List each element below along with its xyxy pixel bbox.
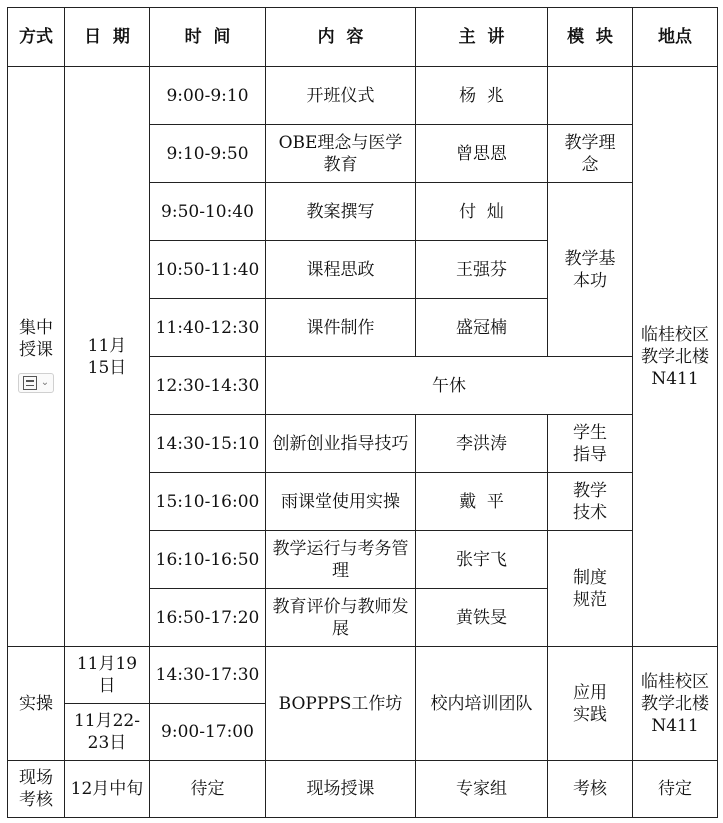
time-cell: 9:00-17:00 [150,704,266,761]
time-cell: 15:10-16:00 [150,473,266,531]
content-cell: 教学运行与考务管理 [266,531,416,589]
module-cell-empty [548,67,633,125]
content-cell: BOPPPS工作坊 [266,647,416,761]
content-cell: OBE理念与医学教育 [266,125,416,183]
speaker-cell: 李洪涛 [416,415,548,473]
time-cell: 14:30-17:30 [150,647,266,704]
content-cell: 雨课堂使用实操 [266,473,416,531]
time-cell: 待定 [150,761,266,818]
time-cell: 16:10-16:50 [150,531,266,589]
chevron-down-icon: ⌄ [40,377,50,388]
method-onsite: 现场考核 [8,761,65,818]
time-cell: 9:50-10:40 [150,183,266,241]
speaker-cell: 王强芬 [416,241,548,299]
date-concentrated: 11月15日 [65,67,150,647]
module-cell: 制度规范 [548,531,633,647]
header-method: 方式 [8,8,65,67]
list-icon [23,376,37,390]
header-row [8,8,718,67]
speaker-cell: 戴 平 [416,473,548,531]
module-cell: 学生指导 [548,415,633,473]
speaker-cell: 专家组 [416,761,548,818]
table-row [8,761,718,818]
speaker-cell: 盛冠楠 [416,299,548,357]
time-cell: 9:00-9:10 [150,67,266,125]
date-practice-1: 11月19日 [65,647,150,704]
date-onsite: 12月中旬 [65,761,150,818]
content-cell: 课程思政 [266,241,416,299]
header-module: 模 块 [548,8,633,67]
location-onsite: 待定 [633,761,718,818]
location-practice: 临桂校区教学北楼N411 [633,647,718,761]
header-location: 地点 [633,8,718,67]
time-cell: 16:50-17:20 [150,589,266,647]
content-cell: 课件制作 [266,299,416,357]
speaker-cell: 校内培训团队 [416,647,548,761]
module-cell: 教学技术 [548,473,633,531]
time-cell: 11:40-12:30 [150,299,266,357]
time-cell: 9:10-9:50 [150,125,266,183]
module-cell: 应用实践 [548,647,633,761]
method-concentrated [8,67,65,647]
content-cell: 现场授课 [266,761,416,818]
time-cell: 14:30-15:10 [150,415,266,473]
speaker-cell: 杨 兆 [416,67,548,125]
time-cell: 10:50-11:40 [150,241,266,299]
speaker-cell: 付 灿 [416,183,548,241]
time-cell: 12:30-14:30 [150,357,266,415]
header-date: 日 期 [65,8,150,67]
speaker-cell: 曾思恩 [416,125,548,183]
speaker-cell: 张宇飞 [416,531,548,589]
header-time: 时 间 [150,8,266,67]
method-label: 集中授课 [19,318,53,360]
lunch-break-cell: 午休 [266,357,633,415]
content-cell: 创新创业指导技巧 [266,415,416,473]
training-schedule-table [7,7,718,818]
table-row [8,67,718,125]
module-cell: 考核 [548,761,633,818]
date-practice-2: 11月22-23日 [65,704,150,761]
table-row [8,647,718,704]
content-cell: 教案撰写 [266,183,416,241]
method-practice: 实操 [8,647,65,761]
content-cell: 开班仪式 [266,67,416,125]
header-speaker: 主 讲 [416,8,548,67]
module-cell: 教学理念 [548,125,633,183]
list-dropdown-widget[interactable] [18,373,54,393]
module-cell: 教学基本功 [548,183,633,357]
content-cell: 教育评价与教师发展 [266,589,416,647]
speaker-cell: 黄铁旻 [416,589,548,647]
header-content: 内 容 [266,8,416,67]
location-concentrated: 临桂校区教学北楼N411 [633,67,718,647]
